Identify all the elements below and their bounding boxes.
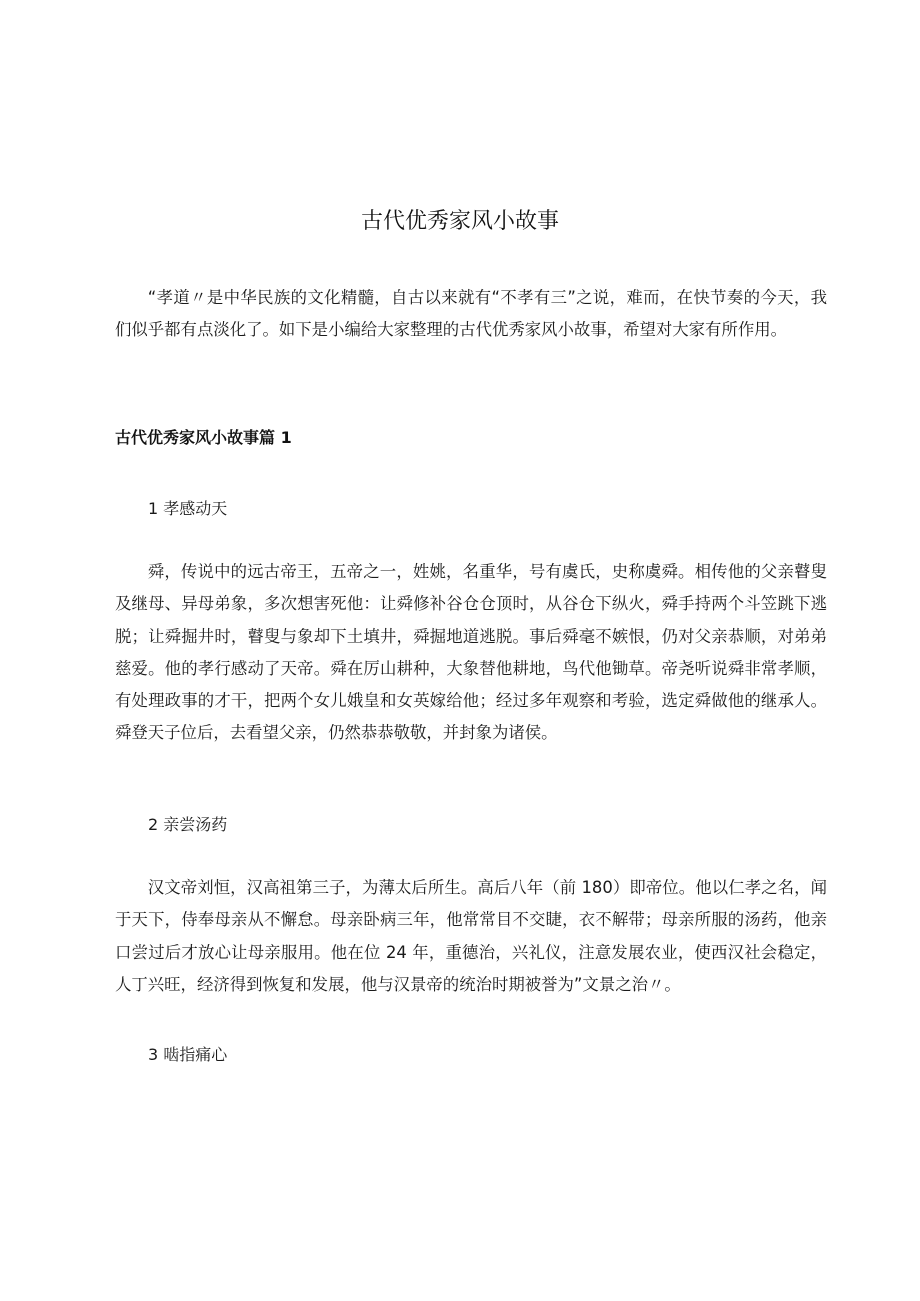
document-title: 古代优秀家风小故事	[360, 209, 559, 234]
story-heading-2: 2 亲尝汤药	[148, 815, 228, 834]
story-heading-1: 1 孝感动天	[148, 499, 228, 518]
story-body-2: 汉文帝刘恒，汉高祖第三子，为薄太后所生。高后八年（前 180）即帝位。他以仁孝之名，闻于天下，侍奉母亲从不懈怠。母亲卧病三年，他常常目不交睫，衣不解带；母亲所服的汤药，他亲口尝过后才放心让母亲服用。他在位 24 年，重德治，兴礼仪，注意发展农业，使西汉社会稳定，人丁兴旺，经济得到恢复和发展，他与汉景帝的统治时期被誉为”文景之治〃。	[115, 878, 827, 994]
section-heading: 古代优秀家风小故事篇 1	[115, 428, 292, 447]
story-body-1: 舜，传说中的远古帝王，五帝之一，姓姚，名重华，号有虞氏，史称虞舜。相传他的父亲瞽叟及继母、异母弟象，多次想害死他：让舜修补谷仓仓顶时，从谷仓下纵火，舜手持两个斗笠跳下逃脱；让舜掘井时，瞽叟与象却下土填井，舜掘地道逃脱。事后舜毫不嫉恨，仍对父亲恭顺，对弟弟慈爱。他的孝行感动了天帝。舜在厉山耕种，大象替他耕地，鸟代他锄草。帝尧听说舜非常孝顺，有处理政事的才干，把两个女儿娥皇和女英嫁给他；经过多年观察和考验，选定舜做他的继承人。舜登天子位后，去看望父亲，仍然恭恭敬敬，并封象为诸侯。	[115, 562, 827, 743]
story-heading-3: 3 啮指痛心	[148, 1045, 228, 1064]
intro-paragraph: “孝道〃是中华民族的文化精髓，自古以来就有“不孝有三”之说，难而，在快节奏的今天，我们似乎都有点淡化了。如下是小编给大家整理的古代优秀家风小故事，希望对大家有所作用。	[115, 288, 827, 340]
